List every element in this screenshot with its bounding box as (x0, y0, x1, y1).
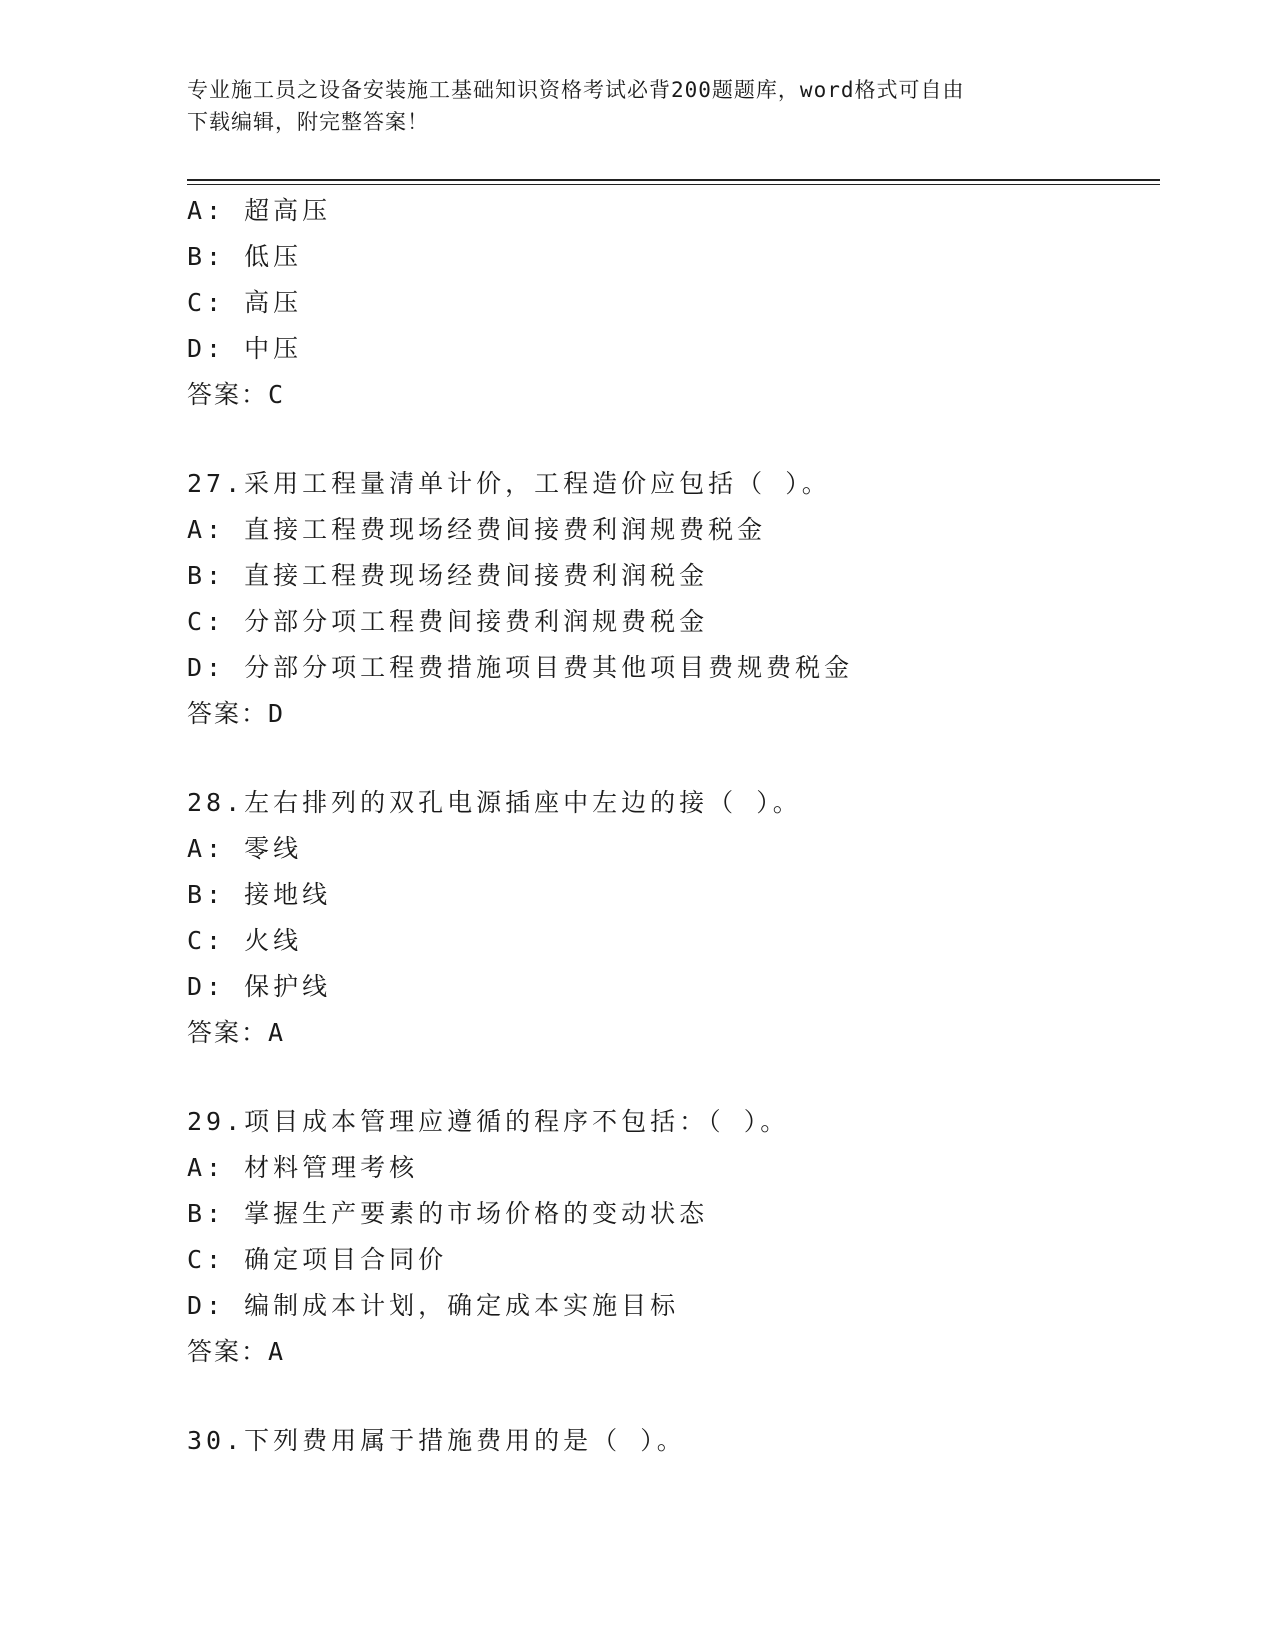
option-b: B: 接地线 (187, 880, 332, 909)
answer-line (187, 372, 1167, 418)
answer-line (187, 1010, 1167, 1056)
question-block-30 (187, 1418, 1167, 1464)
option-c: C: 高压 (187, 288, 303, 317)
option-d: D: 保护线 (187, 972, 332, 1001)
option-a: A: 零线 (187, 834, 303, 863)
question-stem: 28.左右排列的双孔电源插座中左边的接（ ）。 (187, 788, 802, 817)
answer-label: 答案： (187, 380, 269, 409)
header-divider (187, 179, 1160, 185)
header-line-1: 专业施工员之设备安装施工基础知识资格考试必背200题题库，word格式可自由 (187, 78, 965, 102)
option-a: A: 材料管理考核 (187, 1153, 419, 1182)
answer-value: C (268, 380, 286, 409)
answer-line (187, 691, 1167, 737)
header-line-2: 下载编辑，附完整答案！ (187, 110, 429, 134)
option-b: B: 掌握生产要素的市场价格的变动状态 (187, 1199, 709, 1228)
option-c: C: 火线 (187, 926, 303, 955)
option-d: D: 分部分项工程费措施项目费其他项目费规费税金 (187, 653, 854, 682)
question-block-28 (187, 780, 1167, 1056)
question-list (187, 188, 1167, 1464)
answer-value: A (268, 1337, 286, 1366)
option-b: B: 低压 (187, 242, 303, 271)
question-stem: 29.项目成本管理应遵循的程序不包括：（ ）。 (187, 1107, 790, 1136)
document-header (187, 74, 1087, 138)
answer-label: 答案： (187, 699, 269, 728)
answer-line (187, 1329, 1167, 1375)
answer-value: A (268, 1018, 286, 1047)
option-b: B: 直接工程费现场经费间接费利润税金 (187, 561, 709, 590)
option-a: A: 直接工程费现场经费间接费利润规费税金 (187, 515, 767, 544)
answer-label: 答案： (187, 1337, 269, 1366)
option-d: D: 中压 (187, 334, 303, 363)
question-stem: 27.采用工程量清单计价，工程造价应包括（ ）。 (187, 469, 831, 498)
question-block-29 (187, 1099, 1167, 1375)
question-block-partial (187, 188, 1167, 418)
question-stem: 30.下列费用属于措施费用的是（ ）。 (187, 1426, 686, 1455)
question-block-27 (187, 461, 1167, 737)
option-a: A: 超高压 (187, 196, 332, 225)
answer-label: 答案： (187, 1018, 269, 1047)
answer-value: D (268, 699, 286, 728)
option-c: C: 确定项目合同价 (187, 1245, 448, 1274)
option-c: C: 分部分项工程费间接费利润规费税金 (187, 607, 709, 636)
option-d: D: 编制成本计划，确定成本实施目标 (187, 1291, 680, 1320)
